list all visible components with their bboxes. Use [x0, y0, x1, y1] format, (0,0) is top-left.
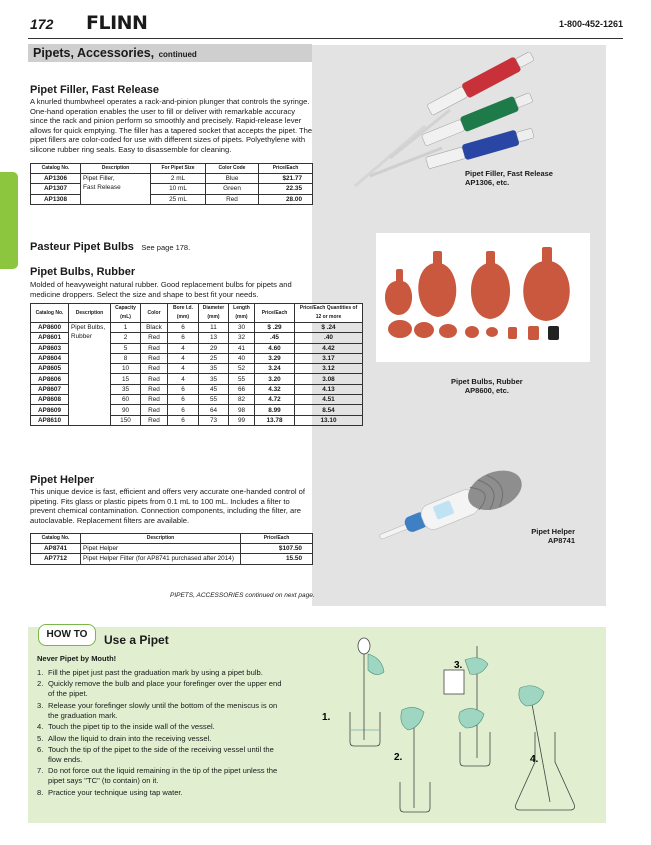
list-item: 2. Quickly remove the bulb and place your forefinger over the upper end of the pipet. [37, 679, 282, 699]
side-tab [0, 172, 18, 269]
figure-label-1: 1. [322, 712, 331, 723]
table-row: AP8603 5 Red 4 29 41 4.60 4.42 [31, 343, 363, 353]
pipet-bulbs-description: Molded of heavyweight natural rubber. Good replacement bulbs for pipets and medicine droppers. Select the size and shape to best fit your needs. [30, 280, 292, 299]
list-item: 8. Practice your technique using tap water. [37, 787, 183, 797]
list-item: 7. Do not force out the liquid remaining in the tip of the pipet unless the pipet says "TC" (to contain) on it. [37, 766, 278, 786]
table-row: AP8741 Pipet Helper $107.50 [31, 544, 313, 554]
howto-illustration [320, 632, 600, 818]
table-row: AP7712 Pipet Helper Filter (for AP8741 purchased after 2014) 15.50 [31, 554, 313, 564]
pipet-filler-title: Pipet Filler, Fast Release [30, 84, 160, 96]
howto-steps [37, 668, 287, 799]
pipet-bulbs-caption: Pipet Bulbs, Rubber AP8600, etc. [451, 377, 523, 395]
table-row: AP8604 8 Red 4 25 40 3.29 3.17 [31, 353, 363, 363]
list-item: 1. Fill the pipet just past the graduation mark by using a pipet bulb. [37, 668, 263, 677]
pipet-filler-description: A knurled thumbwheel operates a rack-and-pinion plunger that controls the syringe. One-hand operation enables the user to fill or deliver with remarkable accuracy since the rack and pinion perform so smoothly and precisely. Rapid-release lever allows for quick emptying. The filler has a tapered socket that accepts the pipet. The pipet fillers are color-coded for use with different sizes of pipets. Polyethylene with silicone rubber ring seals. Easy to disassemble for cleaning. [30, 97, 313, 154]
pipet-helper-table: Catalog No. Description Price/Each AP8741 Pipet Helper $107.50 AP7712 Pipet Helper Filter (for AP8741 purchased after 2014) 15.50 [30, 533, 313, 565]
table-row: AP8609 90 Red 6 64 98 8.99 8.54 [31, 405, 363, 415]
brand-logo: FLINN [86, 12, 148, 34]
list-item: 4. Touch the pipet tip to the inside wall of the vessel. [37, 722, 215, 732]
table-row: AP1306 Pipet Filler, Fast Release 2 mL Blue $21.77 [31, 174, 313, 184]
table-row: AP1307 10 mL Green 22.35 [31, 184, 313, 194]
figure-label-4: 4. [530, 754, 539, 765]
pipet-filler-photo [330, 48, 550, 188]
pasteur-note: See page 178. [141, 243, 191, 252]
list-item: 6. Touch the tip of the pipet to the side of the receiving vessel until the flow ends. [37, 745, 274, 764]
page-number: 172 [30, 16, 54, 32]
pipet-helper-description: This unique device is fast, efficient and offers very accurate one-handed control of pipeting. Fits glass or plastic pipets from 0.1 mL to 100 mL. Includes a filter to prevent chemical contamination. Connection components, including the filter, are autoclavable. Replacement filters are available. [30, 487, 305, 525]
continued-note: PIPETS, ACCESSORIES continued on next page. [170, 592, 315, 599]
pipet-bulbs-table: Catalog No. Description Capacity (mL) Color Bore I.d. (mm) Diameter (mm) Length (mm) Price/Each Price/Each Quantities of 12 or more AP8600 Pipet Bulbs, Rubber 1 Black 6 11 30 $ .29 $ .24 AP8601 2 Red 6 13 32 .45 .40 AP8603 5 Red 4 29 41 4.60 4.42 AP8604 8 Red 4 25 40 3.29 3.17 AP8605 10 Red 4 35 52 3.24 3.12 AP8606 15 Red 4 35 55 3.20 3.08 AP8607 35 Red 6 45 66 4.32 4.13 AP8608 60 Red 6 55 82 4.72 4.51 AP8609 90 Red 6 64 98 8.99 8.54 AP8610 150 Red 6 73 99 13.78 13.10 [30, 303, 363, 426]
pasteur-title: Pasteur Pipet Bulbs [30, 241, 134, 253]
table-row: AP8607 35 Red 6 45 66 4.32 4.13 [31, 384, 363, 394]
section-header [28, 44, 312, 62]
howto-badge: HOW TO [38, 624, 96, 646]
pipet-bulbs-title: Pipet Bulbs, Rubber [30, 266, 136, 278]
list-item: 5. Allow the liquid to drain into the receiving vessel. [37, 733, 212, 743]
table-row: AP8610 150 Red 6 73 99 13.78 13.10 [31, 415, 363, 425]
table-row: AP8600 Pipet Bulbs, Rubber 1 Black 6 11 30 $ .29 $ .24 [31, 323, 363, 333]
howto-warning: Never Pipet by Mouth! [37, 654, 117, 663]
pipet-helper-photo [370, 462, 530, 542]
table-row: AP8608 60 Red 6 55 82 4.72 4.51 [31, 395, 363, 405]
phone-number: 1-800-452-1261 [558, 19, 623, 29]
howto-title: Use a Pipet [104, 633, 169, 647]
pipet-helper-caption: Pipet Helper AP8741 [531, 527, 575, 545]
figure-label-3: 3. [454, 660, 463, 671]
section-suffix: continued [158, 50, 197, 59]
table-row: AP1308 25 mL Red 28.00 [31, 194, 313, 204]
section-title: Pipets, Accessories, [33, 46, 155, 60]
pasteur-heading [30, 237, 190, 255]
pipet-filler-caption: Pipet Filler, Fast Release AP1306, etc. [465, 169, 553, 187]
pipet-helper-title: Pipet Helper [30, 474, 95, 486]
table-row: AP8601 2 Red 6 13 32 .45 .40 [31, 333, 363, 343]
table-row: AP8605 10 Red 4 35 52 3.24 3.12 [31, 364, 363, 374]
pipet-bulbs-photo [376, 233, 590, 362]
table-row: AP8606 15 Red 4 35 55 3.20 3.08 [31, 374, 363, 384]
header-rule [28, 38, 623, 39]
pipet-filler-table: Catalog No. Description For Pipet Size Color Code Price/Each AP1306 Pipet Filler, Fast Release 2 mL Blue $21.77 AP1307 10 mL Green 22.35 AP1308 25 mL Red 28.00 [30, 163, 313, 205]
list-item: 3. Release your forefinger slowly until the bottom of the meniscus is on the graduation mark. [37, 700, 278, 720]
figure-label-2: 2. [394, 752, 403, 763]
